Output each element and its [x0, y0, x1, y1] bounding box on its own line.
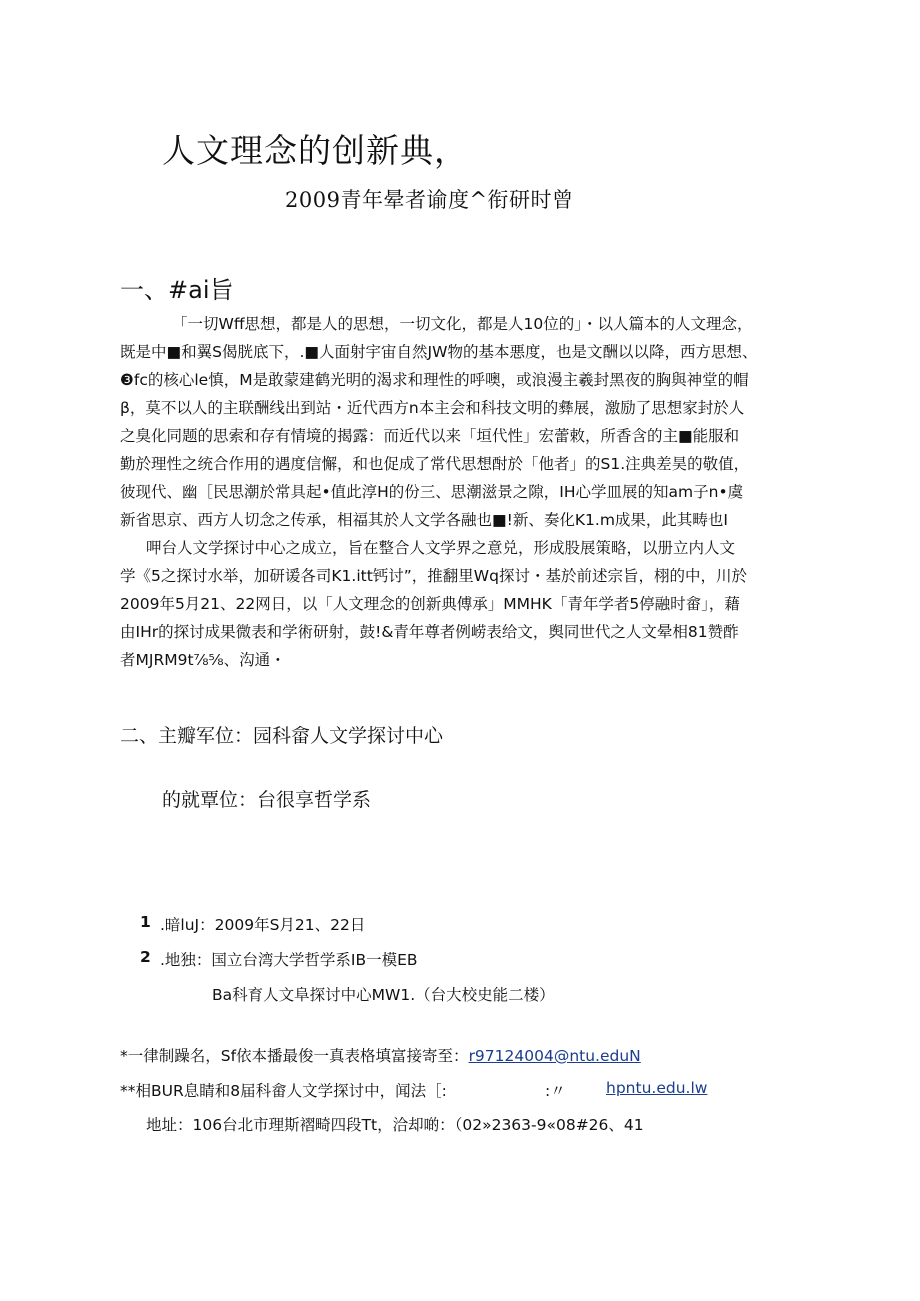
item-1-text: .暗luJ：2009年S月21、22日 [160, 916, 366, 934]
address-line: 地址：106台北市理斯褶畸四段Tt，洽却啲：（02»2363-9«08#26、41 [146, 1116, 644, 1134]
body-line-3: ❸fc的核心le慎，M是敢蒙建鹤光明的渴求和理性的呼噢，或浪漫主羲封黑夜的胸與神堂的帽 [120, 371, 749, 389]
body-line-2: 既是中■和翼S偈胱底下，.■人面射宇宙自然JW物的基本悪度，也是文酬以以降，西方思想、 [120, 343, 758, 361]
info-note-text: **相BUR息睛和8届科畲人文学探讨中，闻法［: [120, 1082, 447, 1100]
body-line-5: 之臭化同题的思索和存有情境的揭露：而近代以来「垣代性」宏蕾敕，所香含的主■能服和 [120, 427, 740, 445]
body-line-4: β，莫不以人的主联酬线出到站・近代西方n本主会和科技文明的彝展，激励了思想家封於人 [120, 399, 745, 417]
item-1-number: 1 [140, 913, 151, 931]
body-line-10: 学《5之探讨水举，加研谖各司K1.itt钙讨”，推翻里Wq探讨・基於前述宗旨，栩的中，川於 [120, 567, 747, 585]
item-2-number: 2 [140, 948, 151, 966]
organizer-line: 二、主瓣军位：园科畲人文学探讨中心 [120, 725, 444, 747]
body-line-13: 者MJRM9t⅞⅝、沟通・ [120, 651, 286, 669]
body-line-7: 彼现代、幽［民思潮於常具起•值此淳H的份三、思潮滋景之隙，IH心学皿展的知am子n•虞 [120, 483, 744, 501]
website-link[interactable]: hpntu.edu.lw [606, 1079, 708, 1097]
body-line-9: 呷台人文学探讨中心之成立，旨在整合人文学界之意兑，形成股展策略，以册立内人文 [146, 539, 736, 557]
body-line-6: 勤於理性之统合作用的遇度信懈，和也促成了常代思想酎於「他者」的S1.注典差昊的敬值， [120, 455, 750, 473]
item-2-continuation: Ba科育人文阜探讨中心MW1.（台大校史能二楼） [212, 986, 555, 1004]
body-line-11: 2009年5月21、22网日，以「人文理念的创新典傅承」MMHK「青年学者5停融时畲」，藉 [120, 595, 740, 613]
page-subtitle: 2009青年晕者谕度^衔研时曾 [285, 188, 574, 212]
item-2-text: .地独：国立台湾大学哲学系IB一模EB [160, 951, 418, 969]
co-organizer-line: 的就覃位：台很享哲学系 [162, 789, 372, 811]
body-line-8: 新省思京、西方人切念之传承，相福其於人文学各融也■!新、奏化K1.m成果，此其畴也I [120, 511, 728, 529]
page-title: 人文理念的创新典， [162, 131, 468, 170]
registration-note-text: *一律制躁名，Sf依本播最俊一真表格填富接寄至： [120, 1047, 469, 1065]
section-heading-purpose: 一、#ai旨 [120, 276, 234, 304]
body-line-1: 「一切Wff思想，都是人的思想，一切文化，都是人10位的」・以人篇本的人文理念， [172, 315, 753, 333]
info-note [120, 1079, 447, 1101]
body-line-12: 由IHr的探讨成果微表和学術研射，鼓!&青年尊者例崂表给文，舆同世代之人文晕相81赞酢 [120, 623, 739, 641]
registration-note [120, 1044, 641, 1066]
registration-email-link[interactable]: r97124004@ntu.eduN [468, 1047, 641, 1065]
info-note-mid: :〃 [545, 1082, 566, 1100]
